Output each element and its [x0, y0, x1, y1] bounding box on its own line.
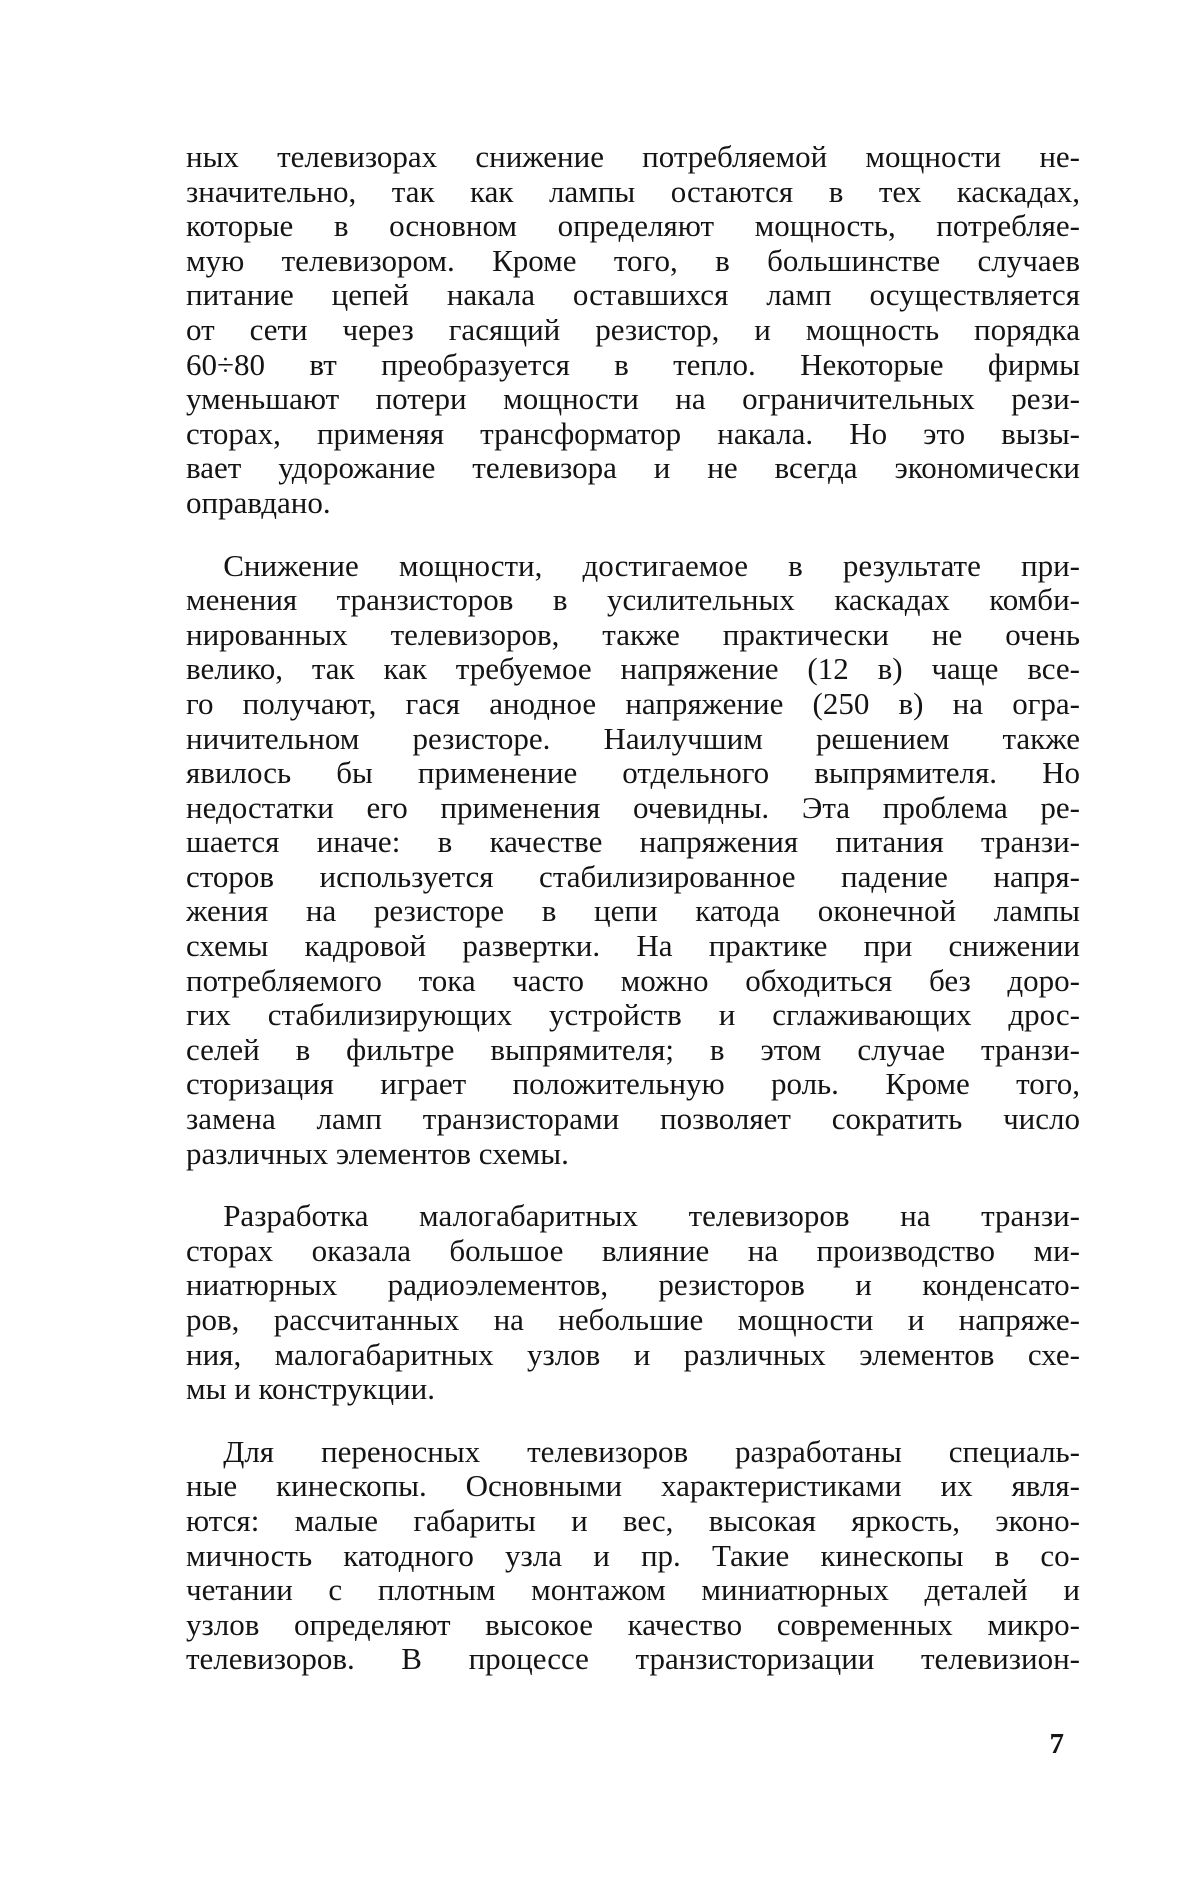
page-text — [186, 140, 1080, 1705]
text-line: 60÷80 вт преобразуется в тепло. Некоторые фирмы — [186, 348, 1080, 383]
text-line: явилось бы применение отдельного выпрямителя. Но — [186, 756, 1080, 791]
text-line: селей в фильтре выпрямителя; в этом случае транзи- — [186, 1033, 1080, 1068]
text-line: Снижение мощности, достигаемое в результате при- — [186, 549, 1080, 584]
text-line: от сети через гасящий резистор, и мощность порядка — [186, 313, 1080, 348]
text-line: ничительном резисторе. Наилучшим решением также — [186, 722, 1080, 757]
text-line: ются: малые габариты и вес, высокая яркость, эконо- — [186, 1504, 1080, 1539]
text-line: питание цепей накала оставшихся ламп осуществляется — [186, 278, 1080, 313]
text-line: ров, рассчитанных на небольшие мощности и напряже- — [186, 1303, 1080, 1338]
text-line: которые в основном определяют мощность, потребляе- — [186, 209, 1080, 244]
text-line: мую телевизором. Кроме того, в большинстве случаев — [186, 244, 1080, 279]
paragraph-4 — [186, 1435, 1080, 1677]
text-line: схемы кадровой развертки. На практике при снижении — [186, 929, 1080, 964]
text-line: ные кинескопы. Основными характеристиками их явля- — [186, 1469, 1080, 1504]
text-line: шается иначе: в качестве напряжения питания транзи- — [186, 825, 1080, 860]
text-line: сторах оказала большое влияние на производство ми- — [186, 1234, 1080, 1269]
text-line: узлов определяют высокое качество современных микро- — [186, 1608, 1080, 1643]
text-line: ния, малогабаритных узлов и различных элементов схе- — [186, 1338, 1080, 1373]
text-line: замена ламп транзисторами позволяет сократить число — [186, 1102, 1080, 1137]
paragraph-3 — [186, 1199, 1080, 1407]
text-line: ных телевизорах снижение потребляемой мощности не- — [186, 140, 1080, 175]
text-line: менения транзисторов в усилительных каскадах комби- — [186, 583, 1080, 618]
page-number: 7 — [1050, 1728, 1065, 1761]
text-line: мичность катодного узла и пр. Такие кинескопы в со- — [186, 1539, 1080, 1574]
text-line: сторах, применяя трансформатор накала. Но это вызы- — [186, 417, 1080, 452]
text-line: оправдано. — [186, 486, 1080, 521]
text-line: сторизация играет положительную роль. Кроме того, — [186, 1067, 1080, 1102]
paragraph-2 — [186, 549, 1080, 1172]
text-line: недостатки его применения очевидны. Эта проблема ре- — [186, 791, 1080, 826]
text-line: велико, так как требуемое напряжение (12 в) чаще все- — [186, 652, 1080, 687]
text-line: телевизоров. В процессе транзисторизации телевизион- — [186, 1642, 1080, 1677]
text-line: значительно, так как лампы остаются в тех каскадах, — [186, 175, 1080, 210]
text-line: вает удорожание телевизора и не всегда экономически — [186, 451, 1080, 486]
text-line: Разработка малогабаритных телевизоров на транзи- — [186, 1199, 1080, 1234]
text-line: гих стабилизирующих устройств и сглаживающих дрос- — [186, 998, 1080, 1033]
text-line: Для переносных телевизоров разработаны специаль- — [186, 1435, 1080, 1470]
text-line: ниатюрных радиоэлементов, резисторов и конденсато- — [186, 1268, 1080, 1303]
text-line: четании с плотным монтажом миниатюрных деталей и — [186, 1573, 1080, 1608]
text-line: нированных телевизоров, также практически не очень — [186, 618, 1080, 653]
text-line: сторов используется стабилизированное падение напря- — [186, 860, 1080, 895]
text-line: уменьшают потери мощности на ограничительных рези- — [186, 382, 1080, 417]
paragraph-1 — [186, 140, 1080, 521]
text-line: жения на резисторе в цепи катода оконечной лампы — [186, 894, 1080, 929]
text-line: потребляемого тока часто можно обходиться без доро- — [186, 964, 1080, 999]
text-line: различных элементов схемы. — [186, 1137, 1080, 1172]
text-line: мы и конструкции. — [186, 1372, 1080, 1407]
text-line: го получают, гася анодное напряжение (250 в) на огра- — [186, 687, 1080, 722]
